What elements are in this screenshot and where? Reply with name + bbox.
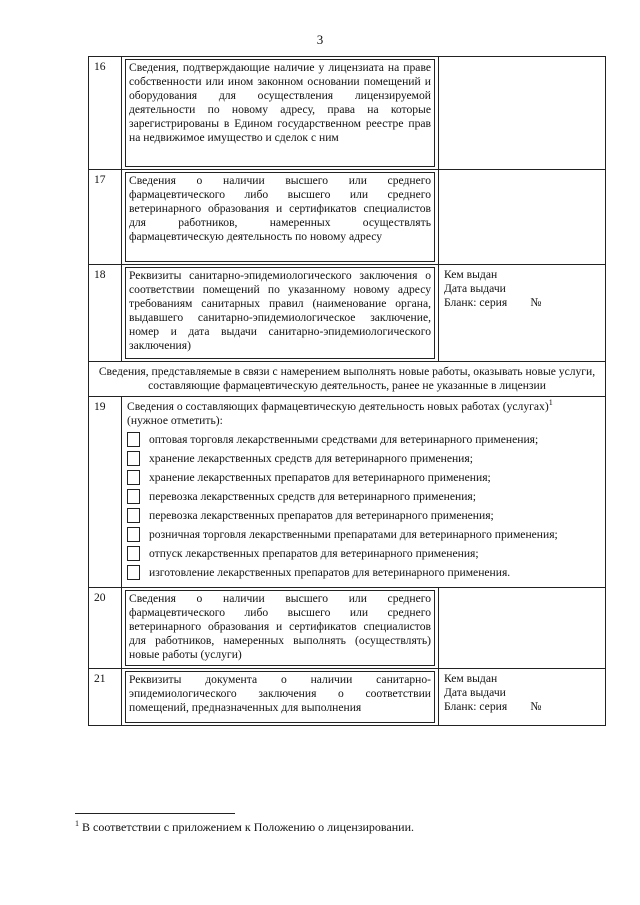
table-row (89, 669, 606, 726)
service-option[interactable] (127, 451, 600, 466)
row-description (122, 170, 439, 265)
row-number: 19 (89, 397, 122, 588)
service-option[interactable] (127, 470, 600, 485)
footnote-text: В соответствии с приложением к Положению о лицензировании. (82, 820, 415, 834)
service-option-label: хранение лекарственных препаратов для ветеринарного применения; (149, 470, 491, 484)
service-option[interactable] (127, 489, 600, 504)
row-number: 18 (89, 265, 122, 362)
service-option-label: перевозка лекарственных средств для ветеринарного применения; (149, 489, 476, 503)
service-option-label: изготовление лекарственных препаратов для ветеринарного применения. (149, 565, 511, 579)
issued-by-label: Кем выдан (444, 672, 498, 685)
checkbox[interactable] (127, 546, 140, 561)
issue-date-label: Дата выдачи (444, 686, 506, 699)
row-number: 17 (89, 170, 122, 265)
service-option-label: перевозка лекарственных препаратов для ветеринарного применения; (149, 508, 494, 522)
issue-date-label: Дата выдачи (444, 282, 506, 295)
footnote-mark: 1 (75, 819, 79, 828)
issuer-details[interactable] (439, 669, 606, 726)
row-number: 16 (89, 57, 122, 170)
table-row (89, 170, 606, 265)
services-title: Сведения о составляющих фармацевтическую деятельность новых работах (услугах)$^1$ (127, 398, 553, 413)
description-box: Сведения о наличии высшего или среднего фармацевтического либо высшего или среднего ветеринарного образования и сертификатов специалистов для работников, намеренных выполнять (осуществлять) новые работы (услуги) (125, 590, 435, 666)
checkbox[interactable] (127, 432, 140, 447)
service-option[interactable] (127, 508, 600, 523)
checkbox[interactable] (127, 565, 140, 580)
checkbox[interactable] (127, 489, 140, 504)
service-option[interactable] (127, 546, 600, 561)
service-option[interactable] (127, 565, 600, 580)
services-subtitle: (нужное отметить): (127, 414, 223, 427)
blank-series-label: Бланк: серия № (444, 296, 542, 309)
row-number: 20 (89, 588, 122, 669)
row-description (122, 588, 439, 669)
row-description (122, 265, 439, 362)
row-description (122, 57, 439, 170)
footnote (75, 820, 414, 835)
service-option-label: розничная торговля лекарственными препаратами для ветеринарного применения; (149, 527, 558, 541)
issuer-details[interactable] (439, 265, 606, 362)
footnote-divider (75, 813, 235, 814)
table-row (89, 265, 606, 362)
table-row (89, 57, 606, 170)
blank-series-label: Бланк: серия № (444, 700, 542, 713)
row-number: 21 (89, 669, 122, 726)
service-option-label: оптовая торговля лекарственными средствами для ветеринарного применения; (149, 432, 539, 446)
issued-by-label: Кем выдан (444, 268, 498, 281)
footnote-mark: 1 (548, 398, 553, 408)
answer-cell[interactable] (439, 170, 606, 265)
service-option[interactable] (127, 432, 600, 447)
services-cell (122, 397, 606, 588)
checkbox[interactable] (127, 508, 140, 523)
description-box: Реквизиты санитарно-эпидемиологического заключения о соответствии помещений по указанному новому адресу требованиям санитарных правил (наименование органа, выдавшего санитарно-эпидемиологическое заключение, номер и дата выдачи санитарно-эпидемиологического заключения) (125, 267, 435, 359)
service-option-label: хранение лекарственных средств для ветеринарного применения; (149, 451, 473, 465)
description-box: Сведения о наличии высшего или среднего фармацевтического либо высшего или среднего ветеринарного образования и сертификатов специалистов для работников, намеренных осуществлять фармацевтическую деятельность по новому адресу (125, 172, 435, 262)
description-box: Сведения, подтверждающие наличие у лицензиата на праве собственности или ином законном основании помещений и оборудования для осуществления лицензируемой деятельности по новому адресу, права на которые зарегистрированы в Едином государственном реестре прав на недвижимое имущество и сделок с ним (125, 59, 435, 167)
checkbox[interactable] (127, 451, 140, 466)
checkbox[interactable] (127, 470, 140, 485)
row-description (122, 669, 439, 726)
checkbox[interactable] (127, 527, 140, 542)
page-number: 3 (316, 32, 324, 47)
answer-cell[interactable] (439, 57, 606, 170)
application-form-table (88, 56, 606, 726)
service-option[interactable] (127, 527, 600, 542)
service-option-label: отпуск лекарственных препаратов для ветеринарного применения; (149, 546, 479, 560)
section-heading-row (89, 362, 606, 397)
description-box: Реквизиты документа о наличии санитарно-эпидемиологического заключения о соответствии помещений, предназначенных для выполнения (125, 671, 435, 723)
answer-cell[interactable] (439, 588, 606, 669)
table-row (89, 397, 606, 588)
table-row (89, 588, 606, 669)
section-heading: Сведения, представляемые в связи с намерением выполнять новые работы, оказывать новые услуги, составляющие фармацевтическую деятельность, ранее не указанные в лицензии (89, 362, 606, 397)
